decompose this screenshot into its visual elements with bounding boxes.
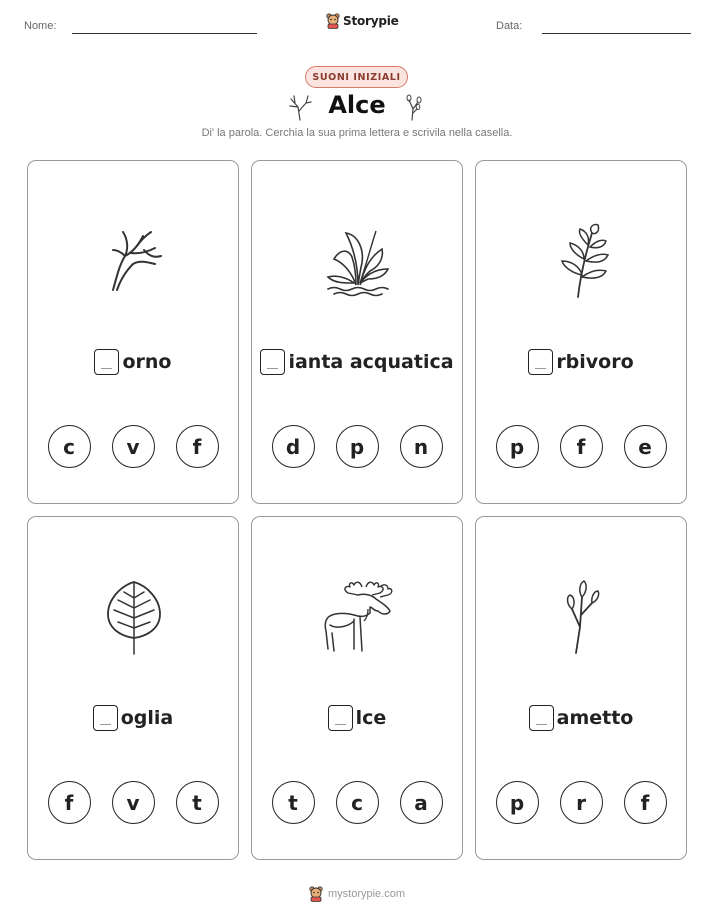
bear-footer-icon (309, 886, 323, 902)
letter-choice[interactable]: f (560, 425, 603, 468)
name-line[interactable] (72, 33, 257, 34)
word-card (475, 516, 687, 860)
leafy-twig-icon (552, 223, 612, 299)
letter-choice[interactable]: n (400, 425, 443, 468)
letter-choice[interactable]: f (176, 425, 219, 468)
letter-choice[interactable]: a (400, 781, 443, 824)
letter-choice[interactable]: d (272, 425, 315, 468)
budding-twig-icon (562, 577, 602, 657)
letter-choice[interactable]: t (272, 781, 315, 824)
instructions: Di' la parola. Cerchia la sua prima lettera e scrivila nella casella. (201, 127, 513, 139)
letter-choice[interactable]: v (112, 425, 155, 468)
letter-choice[interactable]: p (496, 781, 539, 824)
word-text: rbivoro (556, 351, 634, 373)
moose-icon (318, 577, 398, 657)
topic-badge: SUONI INIZIALI (305, 66, 408, 88)
storypie-logo (326, 13, 399, 29)
word-text: ametto (556, 707, 634, 729)
leaf-icon (104, 578, 164, 656)
word-card (251, 160, 463, 504)
answer-box[interactable] (529, 705, 554, 731)
letter-choice[interactable]: p (336, 425, 379, 468)
letter-choice[interactable]: t (176, 781, 219, 824)
letter-choice[interactable]: p (496, 425, 539, 468)
antler-icon (99, 226, 169, 296)
page-title: Alce (328, 91, 386, 119)
letter-choice[interactable]: c (48, 425, 91, 468)
word-card (475, 160, 687, 504)
answer-box[interactable] (93, 705, 118, 731)
word-text: ianta acquatica (288, 351, 454, 373)
word-text: orno (122, 351, 172, 373)
letter-choice[interactable]: c (336, 781, 379, 824)
answer-box[interactable] (260, 349, 285, 375)
answer-box[interactable] (94, 349, 119, 375)
letter-choice[interactable]: f (48, 781, 91, 824)
word-card (27, 160, 239, 504)
letter-choice[interactable]: v (112, 781, 155, 824)
answer-box[interactable] (528, 349, 553, 375)
word-text: oglia (120, 707, 174, 729)
answer-box[interactable] (328, 705, 353, 731)
worksheet-grid (27, 160, 688, 860)
footer-url[interactable]: mystorypie.com (327, 888, 406, 900)
word-card (251, 516, 463, 860)
logo-text: Storypie (343, 14, 399, 28)
letter-choice[interactable]: f (624, 781, 667, 824)
word-text: lce (355, 707, 387, 729)
date-line[interactable] (542, 33, 691, 34)
name-label: Nome: (24, 20, 57, 32)
letter-choice[interactable]: r (560, 781, 603, 824)
twig-deco-icon (404, 93, 424, 121)
letter-choice[interactable]: e (624, 425, 667, 468)
footer (0, 886, 714, 902)
bear-logo-icon (326, 13, 340, 29)
water-plant-icon (322, 223, 394, 299)
word-card (27, 516, 239, 860)
date-label: Data: (496, 20, 523, 32)
